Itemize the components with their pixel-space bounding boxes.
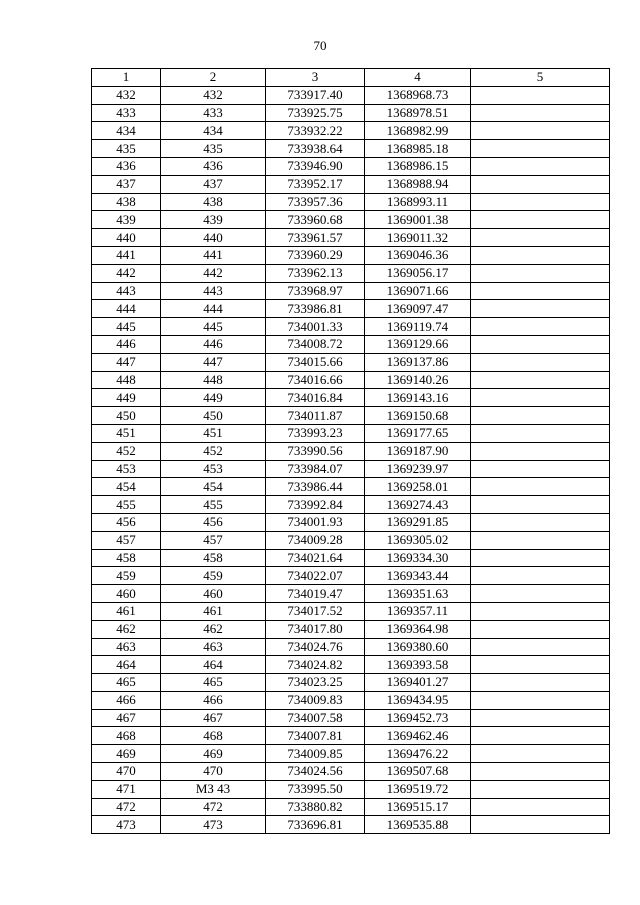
table-cell: 1369150.68 bbox=[365, 407, 471, 425]
table-cell bbox=[471, 709, 610, 727]
table-cell: 1369434.95 bbox=[365, 691, 471, 709]
table-cell bbox=[471, 424, 610, 442]
table-cell: 1369364.98 bbox=[365, 620, 471, 638]
table-cell: 468 bbox=[161, 727, 266, 745]
table-cell: 1368968.73 bbox=[365, 86, 471, 104]
table-cell: 454 bbox=[161, 478, 266, 496]
table-cell: 455 bbox=[161, 496, 266, 514]
table-cell: 453 bbox=[161, 460, 266, 478]
table-row bbox=[92, 157, 610, 175]
table-row bbox=[92, 122, 610, 140]
table-cell bbox=[471, 549, 610, 567]
table-row bbox=[92, 709, 610, 727]
table-cell: 432 bbox=[161, 86, 266, 104]
table-cell: 443 bbox=[161, 282, 266, 300]
table-cell: 734022.07 bbox=[266, 567, 365, 585]
table-cell: 471 bbox=[92, 780, 161, 798]
table-row bbox=[92, 264, 610, 282]
table-cell: 439 bbox=[92, 211, 161, 229]
table-row bbox=[92, 246, 610, 264]
table-cell bbox=[471, 300, 610, 318]
table-cell: 448 bbox=[92, 371, 161, 389]
table-cell: 1369519.72 bbox=[365, 780, 471, 798]
table-row bbox=[92, 727, 610, 745]
table-row bbox=[92, 816, 610, 834]
table-cell bbox=[471, 513, 610, 531]
table-cell: 1369143.16 bbox=[365, 389, 471, 407]
table-cell: 733880.82 bbox=[266, 798, 365, 816]
column-header: 3 bbox=[266, 69, 365, 87]
table-header-row bbox=[92, 69, 610, 87]
table-cell: 1369357.11 bbox=[365, 602, 471, 620]
table-row bbox=[92, 567, 610, 585]
table-cell bbox=[471, 104, 610, 122]
table-cell: 734011.87 bbox=[266, 407, 365, 425]
table-cell: 733968.97 bbox=[266, 282, 365, 300]
table-cell bbox=[471, 140, 610, 158]
table-row bbox=[92, 193, 610, 211]
table-cell: 1369258.01 bbox=[365, 478, 471, 496]
page-number: 70 bbox=[313, 38, 327, 53]
table-cell: 733932.22 bbox=[266, 122, 365, 140]
table-row bbox=[92, 478, 610, 496]
table-cell: 1369401.27 bbox=[365, 674, 471, 692]
table-cell bbox=[471, 531, 610, 549]
table-cell: 734007.58 bbox=[266, 709, 365, 727]
table-cell bbox=[471, 460, 610, 478]
table-cell: 460 bbox=[92, 585, 161, 603]
table-cell: 733992.84 bbox=[266, 496, 365, 514]
table-row bbox=[92, 656, 610, 674]
table-cell bbox=[471, 86, 610, 104]
table-cell: 1368993.11 bbox=[365, 193, 471, 211]
table-cell: 435 bbox=[92, 140, 161, 158]
coordinates-table bbox=[91, 68, 610, 834]
table-cell: 437 bbox=[161, 175, 266, 193]
table-cell: 434 bbox=[161, 122, 266, 140]
table-cell: 733986.81 bbox=[266, 300, 365, 318]
table-row bbox=[92, 229, 610, 247]
table-cell: 440 bbox=[92, 229, 161, 247]
table-cell: 461 bbox=[161, 602, 266, 620]
table-cell: 462 bbox=[92, 620, 161, 638]
table-row bbox=[92, 211, 610, 229]
table-row bbox=[92, 620, 610, 638]
table-cell: 463 bbox=[92, 638, 161, 656]
column-header: 2 bbox=[161, 69, 266, 87]
table-cell: 1369239.97 bbox=[365, 460, 471, 478]
table-cell: 1369462.46 bbox=[365, 727, 471, 745]
table-cell: 450 bbox=[92, 407, 161, 425]
table-cell: 1369507.68 bbox=[365, 763, 471, 781]
table-cell: 465 bbox=[161, 674, 266, 692]
table-cell: 447 bbox=[161, 353, 266, 371]
table-cell: 734007.81 bbox=[266, 727, 365, 745]
table-cell: 459 bbox=[92, 567, 161, 585]
table-cell: 467 bbox=[92, 709, 161, 727]
table-cell: 733993.23 bbox=[266, 424, 365, 442]
table-cell: 734008.72 bbox=[266, 335, 365, 353]
table-row bbox=[92, 318, 610, 336]
table-cell: 439 bbox=[161, 211, 266, 229]
table-cell bbox=[471, 175, 610, 193]
table-cell: 1369119.74 bbox=[365, 318, 471, 336]
table-cell: МЗ 43 bbox=[161, 780, 266, 798]
table-cell: 1369515.17 bbox=[365, 798, 471, 816]
table-cell: 734024.82 bbox=[266, 656, 365, 674]
table-cell: 734024.76 bbox=[266, 638, 365, 656]
table-cell: 734009.85 bbox=[266, 745, 365, 763]
table-row bbox=[92, 442, 610, 460]
table-cell: 1369046.36 bbox=[365, 246, 471, 264]
table-cell: 465 bbox=[92, 674, 161, 692]
table-cell bbox=[471, 496, 610, 514]
table-cell: 733957.36 bbox=[266, 193, 365, 211]
table-cell: 733960.29 bbox=[266, 246, 365, 264]
table-cell: 447 bbox=[92, 353, 161, 371]
table-cell bbox=[471, 816, 610, 834]
table-cell bbox=[471, 407, 610, 425]
table-cell bbox=[471, 318, 610, 336]
table-cell bbox=[471, 674, 610, 692]
table-cell: 733990.56 bbox=[266, 442, 365, 460]
table-cell: 444 bbox=[92, 300, 161, 318]
table-cell: 432 bbox=[92, 86, 161, 104]
table-cell: 1369535.88 bbox=[365, 816, 471, 834]
table-cell: 457 bbox=[161, 531, 266, 549]
table-cell: 442 bbox=[161, 264, 266, 282]
table-row bbox=[92, 460, 610, 478]
table-cell: 438 bbox=[161, 193, 266, 211]
table-cell: 734016.84 bbox=[266, 389, 365, 407]
table-row bbox=[92, 745, 610, 763]
table-cell: 452 bbox=[161, 442, 266, 460]
table-row bbox=[92, 549, 610, 567]
table-row bbox=[92, 780, 610, 798]
table-cell: 452 bbox=[92, 442, 161, 460]
table-cell: 466 bbox=[92, 691, 161, 709]
table-cell: 473 bbox=[92, 816, 161, 834]
table-cell: 733925.75 bbox=[266, 104, 365, 122]
table-cell: 435 bbox=[161, 140, 266, 158]
table-cell: 453 bbox=[92, 460, 161, 478]
table-cell: 450 bbox=[161, 407, 266, 425]
table-cell: 734021.64 bbox=[266, 549, 365, 567]
table-cell: 454 bbox=[92, 478, 161, 496]
table-cell: 443 bbox=[92, 282, 161, 300]
table-cell: 734024.56 bbox=[266, 763, 365, 781]
table-cell: 445 bbox=[92, 318, 161, 336]
table-cell: 1369393.58 bbox=[365, 656, 471, 674]
table-cell: 1368988.94 bbox=[365, 175, 471, 193]
table-row bbox=[92, 335, 610, 353]
table-cell bbox=[471, 763, 610, 781]
table-cell: 451 bbox=[92, 424, 161, 442]
table-cell: 433 bbox=[161, 104, 266, 122]
table-cell bbox=[471, 691, 610, 709]
table-row bbox=[92, 513, 610, 531]
table-cell: 1369129.66 bbox=[365, 335, 471, 353]
table-cell: 451 bbox=[161, 424, 266, 442]
table-cell bbox=[471, 371, 610, 389]
table-cell: 462 bbox=[161, 620, 266, 638]
table-cell: 444 bbox=[161, 300, 266, 318]
table-row bbox=[92, 531, 610, 549]
table-cell: 458 bbox=[92, 549, 161, 567]
table-cell: 1369177.65 bbox=[365, 424, 471, 442]
table-row bbox=[92, 638, 610, 656]
table-cell: 436 bbox=[161, 157, 266, 175]
table-cell: 470 bbox=[92, 763, 161, 781]
table-cell: 1368986.15 bbox=[365, 157, 471, 175]
table-cell bbox=[471, 727, 610, 745]
table-cell: 470 bbox=[161, 763, 266, 781]
table-row bbox=[92, 602, 610, 620]
table-cell: 446 bbox=[161, 335, 266, 353]
table-cell: 458 bbox=[161, 549, 266, 567]
table-cell: 733995.50 bbox=[266, 780, 365, 798]
table-row bbox=[92, 424, 610, 442]
table-cell: 1369343.44 bbox=[365, 567, 471, 585]
table-cell bbox=[471, 193, 610, 211]
table-cell bbox=[471, 442, 610, 460]
table-cell bbox=[471, 211, 610, 229]
table-cell: 734015.66 bbox=[266, 353, 365, 371]
table-cell: 445 bbox=[161, 318, 266, 336]
table-row bbox=[92, 585, 610, 603]
table-cell: 1369056.17 bbox=[365, 264, 471, 282]
table-row bbox=[92, 371, 610, 389]
table-cell: 441 bbox=[161, 246, 266, 264]
table-cell: 1368978.51 bbox=[365, 104, 471, 122]
table-cell bbox=[471, 335, 610, 353]
column-header: 5 bbox=[471, 69, 610, 87]
table-cell: 469 bbox=[161, 745, 266, 763]
table-body bbox=[92, 86, 610, 833]
column-header: 4 bbox=[365, 69, 471, 87]
table-cell: 733962.13 bbox=[266, 264, 365, 282]
table-cell: 734009.83 bbox=[266, 691, 365, 709]
table-cell: 734023.25 bbox=[266, 674, 365, 692]
table-cell: 468 bbox=[92, 727, 161, 745]
table-cell: 463 bbox=[161, 638, 266, 656]
table-cell: 1369305.02 bbox=[365, 531, 471, 549]
table-cell: 1369351.63 bbox=[365, 585, 471, 603]
table-cell: 457 bbox=[92, 531, 161, 549]
table-row bbox=[92, 389, 610, 407]
table-cell bbox=[471, 798, 610, 816]
table-cell: 469 bbox=[92, 745, 161, 763]
table-cell: 449 bbox=[92, 389, 161, 407]
table-cell: 461 bbox=[92, 602, 161, 620]
table-cell bbox=[471, 656, 610, 674]
table-cell bbox=[471, 638, 610, 656]
table-cell: 440 bbox=[161, 229, 266, 247]
table-cell: 734001.93 bbox=[266, 513, 365, 531]
table-row bbox=[92, 674, 610, 692]
table-cell bbox=[471, 478, 610, 496]
table-cell: 1369097.47 bbox=[365, 300, 471, 318]
table-cell: 1369380.60 bbox=[365, 638, 471, 656]
table-cell bbox=[471, 780, 610, 798]
table-cell: 456 bbox=[92, 513, 161, 531]
table-cell: 437 bbox=[92, 175, 161, 193]
table-cell bbox=[471, 389, 610, 407]
table-cell: 733952.17 bbox=[266, 175, 365, 193]
table-cell: 733917.40 bbox=[266, 86, 365, 104]
table-cell: 1368982.99 bbox=[365, 122, 471, 140]
table-cell: 1369140.26 bbox=[365, 371, 471, 389]
table-cell: 467 bbox=[161, 709, 266, 727]
table-cell: 1369011.32 bbox=[365, 229, 471, 247]
table-cell: 464 bbox=[92, 656, 161, 674]
table-row bbox=[92, 691, 610, 709]
table-cell: 438 bbox=[92, 193, 161, 211]
table-row bbox=[92, 407, 610, 425]
table-cell: 442 bbox=[92, 264, 161, 282]
table-cell bbox=[471, 246, 610, 264]
table-cell bbox=[471, 602, 610, 620]
table-row bbox=[92, 104, 610, 122]
table-cell: 733961.57 bbox=[266, 229, 365, 247]
table-cell: 733986.44 bbox=[266, 478, 365, 496]
table-cell: 472 bbox=[92, 798, 161, 816]
table-cell: 733946.90 bbox=[266, 157, 365, 175]
table-cell: 734009.28 bbox=[266, 531, 365, 549]
table-cell: 436 bbox=[92, 157, 161, 175]
table-cell: 433 bbox=[92, 104, 161, 122]
table-row bbox=[92, 353, 610, 371]
table-row bbox=[92, 86, 610, 104]
table-cell: 466 bbox=[161, 691, 266, 709]
table-cell: 472 bbox=[161, 798, 266, 816]
table-row bbox=[92, 175, 610, 193]
table-row bbox=[92, 300, 610, 318]
table-cell bbox=[471, 620, 610, 638]
table-cell bbox=[471, 353, 610, 371]
table-cell: 1369476.22 bbox=[365, 745, 471, 763]
table-row bbox=[92, 496, 610, 514]
table-cell bbox=[471, 157, 610, 175]
table-row bbox=[92, 140, 610, 158]
table-cell: 1369452.73 bbox=[365, 709, 471, 727]
column-header: 1 bbox=[92, 69, 161, 87]
table-cell: 1369334.30 bbox=[365, 549, 471, 567]
table-cell: 1369071.66 bbox=[365, 282, 471, 300]
table-cell: 459 bbox=[161, 567, 266, 585]
table-cell: 734017.52 bbox=[266, 602, 365, 620]
table-cell bbox=[471, 745, 610, 763]
table-cell bbox=[471, 282, 610, 300]
table-cell: 449 bbox=[161, 389, 266, 407]
table-cell: 441 bbox=[92, 246, 161, 264]
table-cell: 460 bbox=[161, 585, 266, 603]
table-cell bbox=[471, 585, 610, 603]
table-cell bbox=[471, 229, 610, 247]
table-row bbox=[92, 763, 610, 781]
table-row bbox=[92, 798, 610, 816]
table-cell: 1369291.85 bbox=[365, 513, 471, 531]
table-cell: 464 bbox=[161, 656, 266, 674]
table-cell: 733696.81 bbox=[266, 816, 365, 834]
table-cell: 455 bbox=[92, 496, 161, 514]
table-cell: 446 bbox=[92, 335, 161, 353]
table-cell: 1369274.43 bbox=[365, 496, 471, 514]
table-cell: 734019.47 bbox=[266, 585, 365, 603]
table-cell: 473 bbox=[161, 816, 266, 834]
table-cell bbox=[471, 264, 610, 282]
table-cell: 456 bbox=[161, 513, 266, 531]
table-cell: 1369001.38 bbox=[365, 211, 471, 229]
table-cell: 733938.64 bbox=[266, 140, 365, 158]
table-cell: 1369187.90 bbox=[365, 442, 471, 460]
table-cell: 434 bbox=[92, 122, 161, 140]
table-cell bbox=[471, 122, 610, 140]
table-cell: 1369137.86 bbox=[365, 353, 471, 371]
table-cell: 448 bbox=[161, 371, 266, 389]
table-cell: 734001.33 bbox=[266, 318, 365, 336]
table-cell: 1368985.18 bbox=[365, 140, 471, 158]
table-cell: 734016.66 bbox=[266, 371, 365, 389]
table-cell: 733960.68 bbox=[266, 211, 365, 229]
table-cell bbox=[471, 567, 610, 585]
table-cell: 733984.07 bbox=[266, 460, 365, 478]
table-cell: 734017.80 bbox=[266, 620, 365, 638]
table-row bbox=[92, 282, 610, 300]
